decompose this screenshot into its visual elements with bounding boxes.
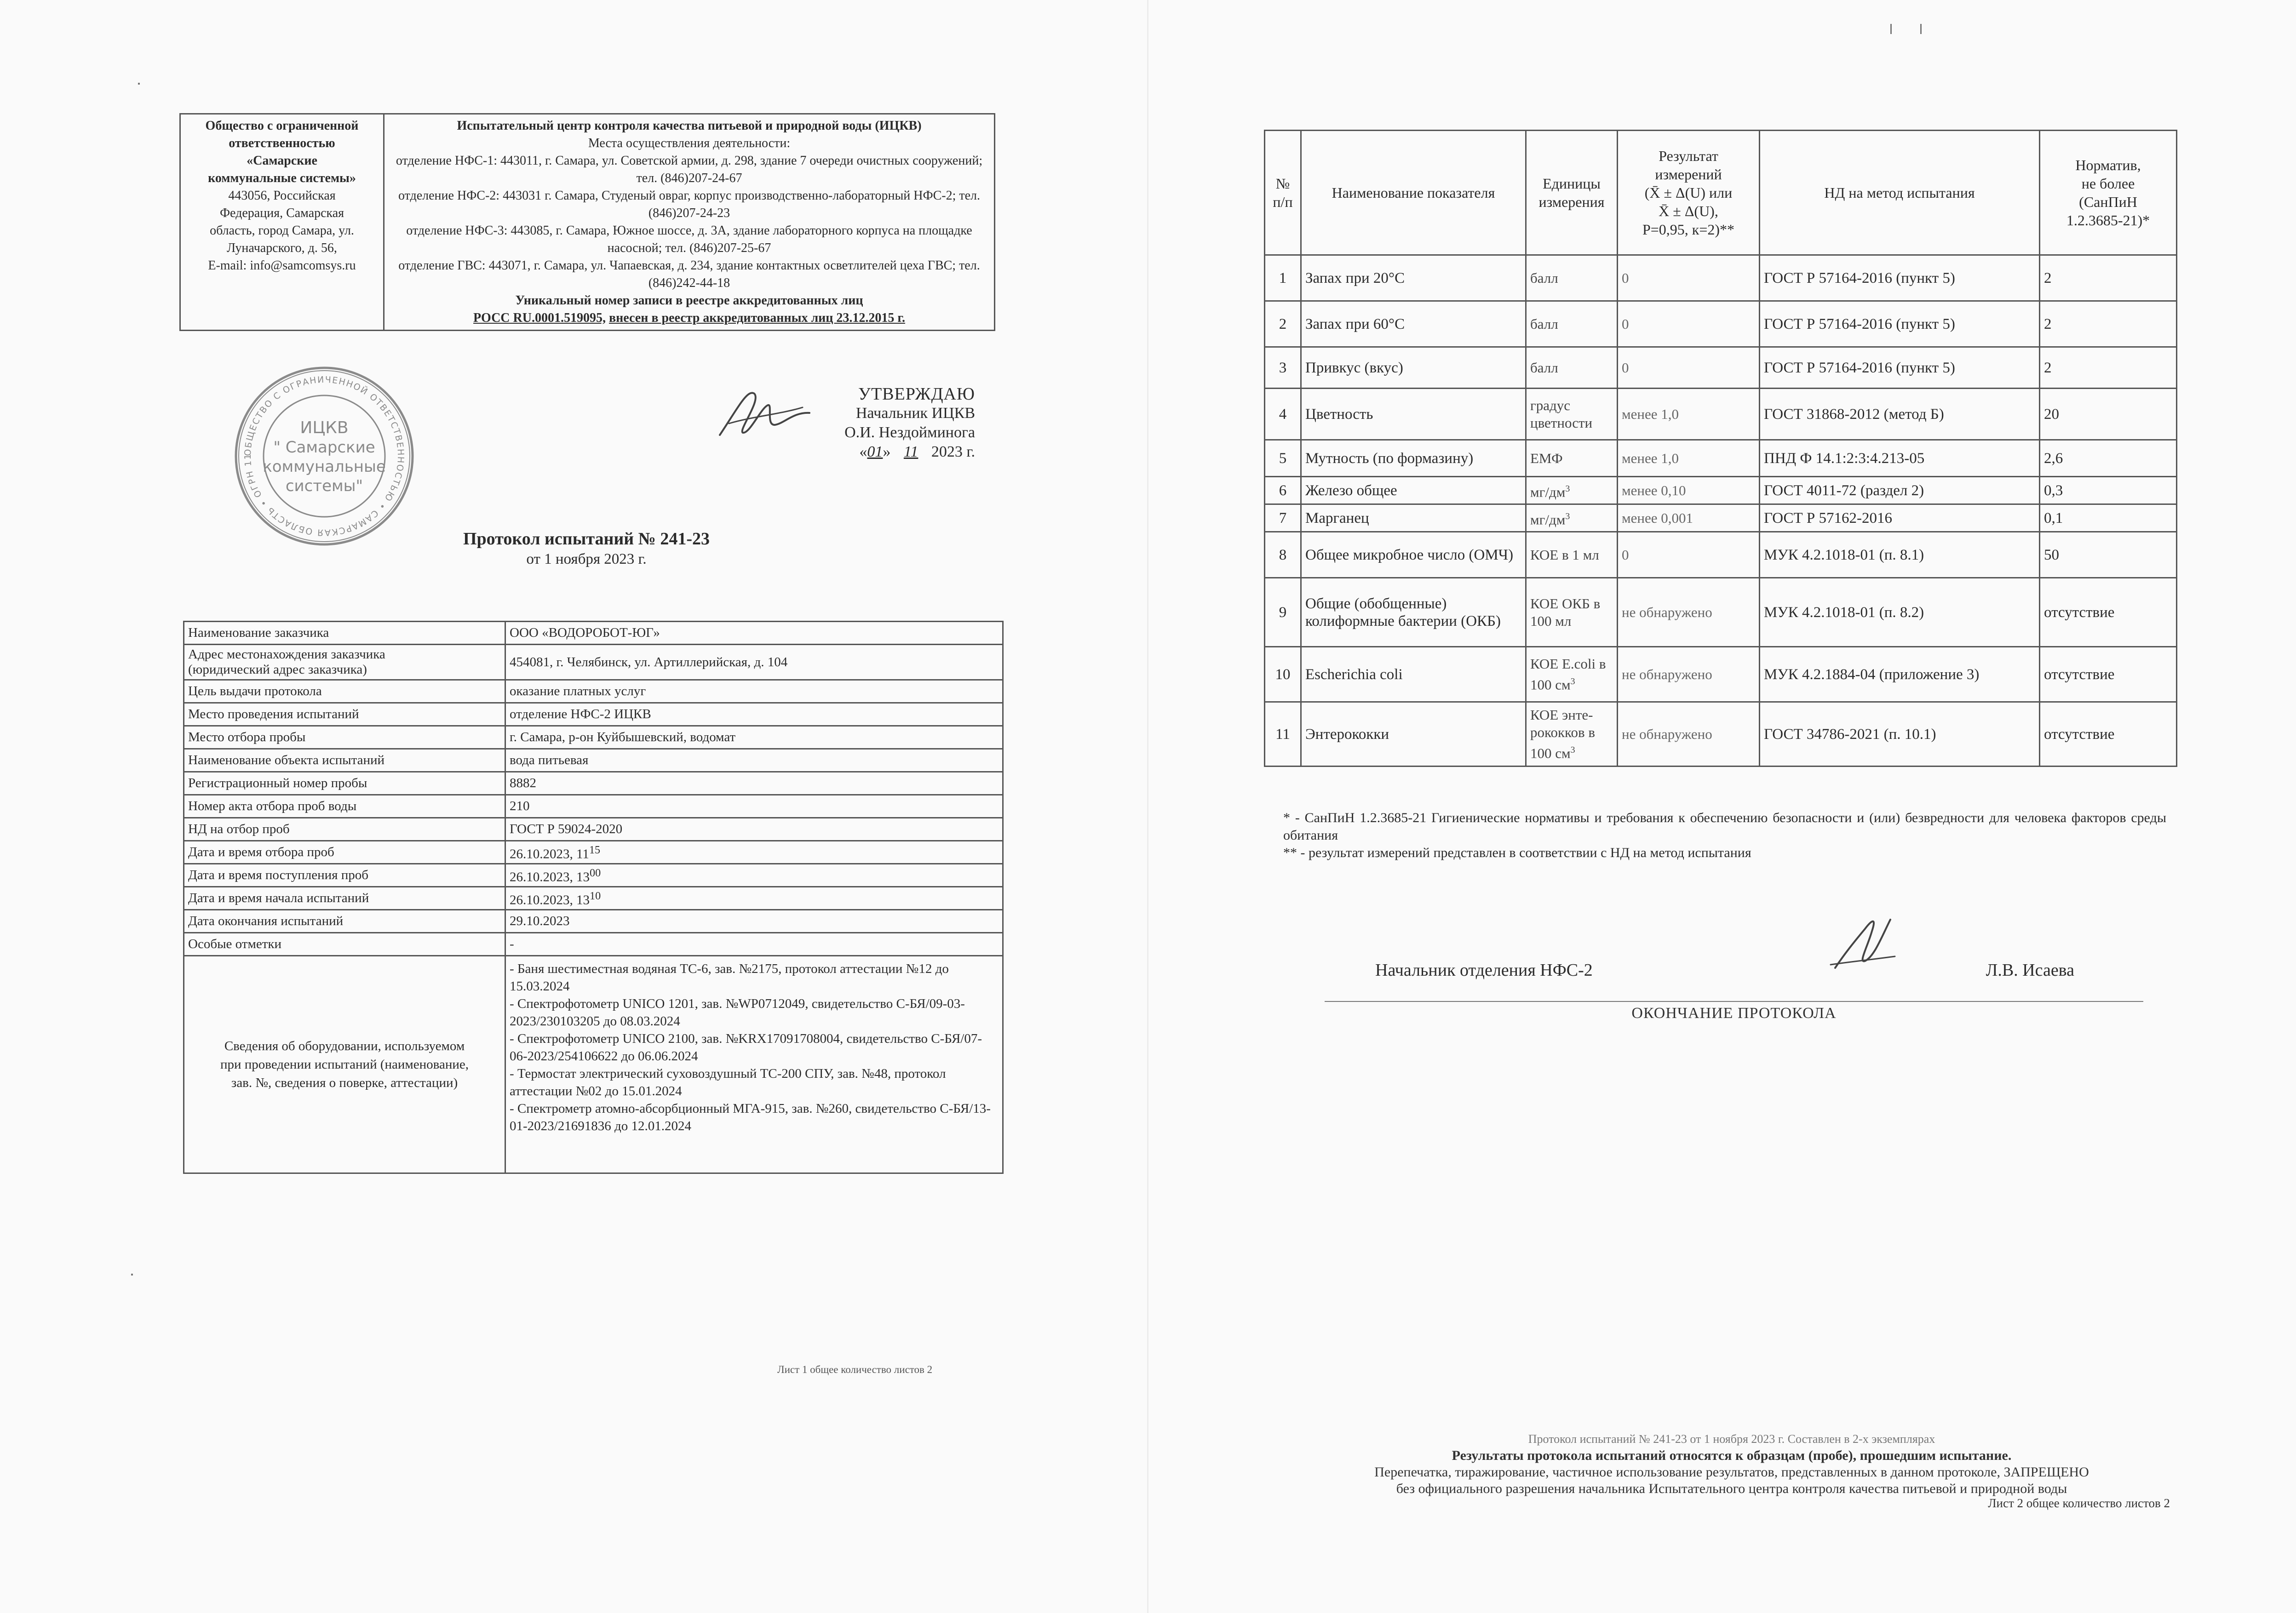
result-name-text: Цветность xyxy=(1305,406,1373,423)
result-value-text: 0 xyxy=(1622,359,1629,376)
result-unit-text: КОЕ энте-рококков в 100 см xyxy=(1530,706,1596,761)
col-num-header: № п/п xyxy=(1265,131,1301,255)
act-number-value: 210 xyxy=(505,795,1003,818)
result-name xyxy=(1301,532,1526,578)
result-method xyxy=(1760,504,2040,532)
results-table xyxy=(1264,130,2177,767)
test-center-cell xyxy=(384,114,995,331)
result-num xyxy=(1265,647,1301,702)
address-label-line: Адрес местонахождения заказчика xyxy=(188,647,385,662)
org-name-line: ответственностью xyxy=(229,136,335,150)
result-value-text: менее 0,001 xyxy=(1622,509,1693,526)
result-row xyxy=(1265,301,2177,347)
footnote-measurement: ** - результат измерений представлен в соответствии с НД на метод испытания xyxy=(1283,845,1751,860)
result-method-text: ГОСТ Р 57162-2016 xyxy=(1764,509,1893,526)
result-norm xyxy=(2040,389,2177,440)
result-method-text: ГОСТ Р 57164-2016 (пункт 5) xyxy=(1764,315,1955,332)
result-name xyxy=(1301,504,1526,532)
result-unit xyxy=(1526,702,1618,766)
info-label: Дата и время поступления проб xyxy=(184,864,505,887)
result-num-text: 9 xyxy=(1279,604,1287,621)
result-value-text: 0 xyxy=(1622,546,1629,563)
result-name xyxy=(1301,647,1526,702)
equipment-item: - Баня шестиместная водяная ТС-6, зав. №2175, протокол аттестации №12 до 15.03.2024 xyxy=(510,961,949,994)
place-nfs3: отделение НФС-3: 443085, г. Самара, Южное шоссе, д. 3А, здание лабораторного корпуса на площадке насосной; тел. (846)207-25-67 xyxy=(406,223,972,255)
result-name xyxy=(1301,477,1526,504)
result-value xyxy=(1618,504,1760,532)
result-unit-text: балл xyxy=(1530,315,1558,332)
signer-name: Л.В. Исаева xyxy=(1986,961,2074,980)
scan-speck xyxy=(1920,24,1922,34)
result-unit xyxy=(1526,301,1618,347)
result-norm xyxy=(2040,647,2177,702)
info-row xyxy=(184,680,1003,703)
sheet-number-1: Лист 1 общее количество листов 2 xyxy=(777,1364,933,1375)
result-method xyxy=(1760,440,2040,477)
result-value xyxy=(1618,301,1760,347)
result-name xyxy=(1301,301,1526,347)
customer-value: ООО «ВОДОРОБОТ-ЮГ» xyxy=(505,622,1003,645)
result-num-text: 11 xyxy=(1275,726,1290,743)
info-label: Особые отметки xyxy=(184,933,505,956)
scan-speck xyxy=(131,1274,133,1276)
result-value xyxy=(1618,255,1760,301)
info-row xyxy=(184,726,1003,749)
info-row xyxy=(184,622,1003,645)
result-norm-text: 2 xyxy=(2044,315,2052,332)
col-method-header: НД на метод испытания xyxy=(1760,131,2040,255)
info-label: Дата и время начала испытаний xyxy=(184,887,505,910)
approval-block xyxy=(819,384,975,462)
result-num xyxy=(1265,255,1301,301)
result-method xyxy=(1760,702,2040,766)
unit-superscript: 3 xyxy=(1570,744,1575,755)
start-datetime-value xyxy=(505,887,1003,910)
result-unit xyxy=(1526,647,1618,702)
result-header-line: P=0,95, к=2)** xyxy=(1642,221,1735,238)
result-value-text: 0 xyxy=(1622,315,1629,332)
result-unit xyxy=(1526,532,1618,578)
result-num xyxy=(1265,578,1301,647)
result-method-text: ГОСТ 34786-2021 (п. 10.1) xyxy=(1764,726,1936,743)
result-row xyxy=(1265,578,2177,647)
result-norm-text: 50 xyxy=(2044,546,2059,563)
col-result-header xyxy=(1618,131,1760,255)
result-unit-text: балл xyxy=(1530,359,1558,376)
approval-day: 01 xyxy=(867,443,883,460)
result-method xyxy=(1760,255,2040,301)
result-unit xyxy=(1526,504,1618,532)
stamp-line: системы" xyxy=(285,477,363,495)
result-num-text: 2 xyxy=(1279,315,1287,332)
info-label: Регистрационный номер пробы xyxy=(184,772,505,795)
result-num xyxy=(1265,301,1301,347)
result-value xyxy=(1618,347,1760,389)
info-row xyxy=(184,933,1003,956)
result-method-text: МУК 4.2.1018-01 (п. 8.2) xyxy=(1764,604,1924,621)
info-label: Место отбора пробы xyxy=(184,726,505,749)
result-unit xyxy=(1526,255,1618,301)
approval-position: Начальник ИЦКВ xyxy=(855,405,975,422)
address-label-line: (юридический адрес заказчика) xyxy=(188,662,367,677)
info-row xyxy=(184,956,1003,1173)
org-name-line: «Самарские xyxy=(247,154,317,168)
equipment-label-line: Сведения об оборудовании, используемом xyxy=(224,1039,465,1053)
info-row xyxy=(184,818,1003,841)
result-norm-text: отсутствие xyxy=(2044,604,2115,621)
protocol-title-block xyxy=(414,529,759,568)
norm-header-line: не более xyxy=(2081,175,2135,192)
result-value-text: менее 1,0 xyxy=(1622,450,1679,466)
result-unit-text: балл xyxy=(1530,269,1558,286)
result-value-text: не обнаружено xyxy=(1622,726,1712,742)
result-num-text: 1 xyxy=(1279,269,1287,286)
result-norm xyxy=(2040,578,2177,647)
result-name-text: Железо общее xyxy=(1305,482,1397,499)
col-unit-header: Единицы измерения xyxy=(1526,131,1618,255)
result-value xyxy=(1618,440,1760,477)
reg-number-value: 8882 xyxy=(505,772,1003,795)
scan-speck xyxy=(138,83,140,85)
result-num-text: 4 xyxy=(1279,406,1287,423)
org-address-line: 443056, Российская xyxy=(228,189,336,203)
result-name-text: Общие (обобщенные) колиформные бактерии (ОКБ) xyxy=(1305,595,1501,629)
minutes-sup: 15 xyxy=(589,844,601,857)
places-title: Места осуществления деятельности: xyxy=(588,136,791,150)
result-unit-text: КОЕ E.coli в 100 см xyxy=(1530,655,1606,693)
info-row xyxy=(184,703,1003,726)
result-unit xyxy=(1526,477,1618,504)
equipment-label-line: при проведении испытаний (наименование, xyxy=(220,1057,469,1072)
place-nfs1: отделение НФС-1: 443011, г. Самара, ул. Советской армии, д. 298, здание 7 очереди очистных сооружений; тел. (846)207-24-67 xyxy=(396,154,983,185)
result-norm-text: 2 xyxy=(2044,359,2052,376)
result-header-line: (X̄ ± Δ(U) или xyxy=(1644,184,1733,201)
result-row xyxy=(1265,440,2177,477)
info-label: Номер акта отбора проб воды xyxy=(184,795,505,818)
result-unit-text: мг/дм xyxy=(1530,511,1566,528)
protocol-title: Протокол испытаний № 241-23 xyxy=(463,529,710,549)
end-date-value: 29.10.2023 xyxy=(505,910,1003,933)
result-norm xyxy=(2040,301,2177,347)
stamp-ring-text: ОБЩЕСТВО С ОГРАНИЧЕННОЙ ОТВЕТСТВЕННОСТЬЮ • САМАРСКАЯ ОБЛАСТЬ • ОГРН 11 xyxy=(242,374,406,538)
sample-info-table xyxy=(183,621,1004,1174)
info-label: НД на отбор проб xyxy=(184,818,505,841)
result-method-text: ГОСТ 31868-2012 (метод Б) xyxy=(1764,406,1944,423)
result-name-text: Общее микробное число (ОМЧ) xyxy=(1305,546,1514,563)
result-name-text: Escherichia coli xyxy=(1305,666,1403,683)
org-email: E-mail: info@samcomsys.ru xyxy=(208,258,356,273)
footer xyxy=(1269,1431,2194,1497)
result-value xyxy=(1618,647,1760,702)
info-row xyxy=(184,864,1003,887)
result-row xyxy=(1265,347,2177,389)
result-row xyxy=(1265,255,2177,301)
result-value xyxy=(1618,578,1760,647)
result-value-text: менее 0,10 xyxy=(1622,482,1686,498)
stamp-line: " Самарские xyxy=(273,438,375,457)
result-num xyxy=(1265,347,1301,389)
result-norm xyxy=(2040,477,2177,504)
sampling-place-value: г. Самара, р-он Куйбышевский, водомат xyxy=(505,726,1003,749)
registry-line xyxy=(389,309,989,327)
result-header-line: измерений xyxy=(1655,166,1722,183)
result-method xyxy=(1760,578,2040,647)
result-unit-text: мг/дм xyxy=(1530,484,1566,500)
equipment-item: - Спектрометр атомно-абсорбционный МГА-915, зав. №260, свидетельство С-БЯ/13-01-2023/21691836 до 12.01.2024 xyxy=(510,1101,991,1133)
result-norm xyxy=(2040,347,2177,389)
sheet-number-2: Лист 2 общее количество листов 2 xyxy=(1988,1496,2170,1510)
result-method-text: МУК 4.2.1018-01 (п. 8.1) xyxy=(1764,546,1924,563)
result-name-text: Энтерококки xyxy=(1305,726,1389,743)
stamp-graphic xyxy=(232,364,416,548)
footer-line: Протокол испытаний № 241-23 от 1 ноября 2023 г. Составлен в 2-х экземплярах xyxy=(1528,1432,1935,1446)
result-norm xyxy=(2040,504,2177,532)
test-place-value: отделение НФС-2 ИЦКВ xyxy=(505,703,1003,726)
result-norm-text: 20 xyxy=(2044,406,2059,423)
receipt-datetime-value xyxy=(505,864,1003,887)
result-row xyxy=(1265,389,2177,440)
info-row xyxy=(184,887,1003,910)
result-name-text: Запах при 20°С xyxy=(1305,269,1405,286)
minutes-sup: 00 xyxy=(590,867,601,880)
approval-date-quote-close: » xyxy=(883,443,891,460)
result-unit-text: КОЕ в 1 мл xyxy=(1530,546,1599,563)
unit-superscript: 3 xyxy=(1565,511,1570,521)
result-method-text: ПНД Ф 14.1:2:3:4.213-05 xyxy=(1764,450,1925,467)
org-address-line: область, город Самара, ул. xyxy=(210,223,354,238)
equipment-item: - Термостат электрический суховоздушный ТС-200 СПУ, зав. №48, протокол аттестации №02 до 15.01.2024 xyxy=(510,1066,946,1098)
result-num-text: 3 xyxy=(1279,359,1287,376)
result-num-text: 6 xyxy=(1279,482,1287,499)
result-norm-text: 0,3 xyxy=(2044,482,2063,499)
approval-month: 11 xyxy=(903,443,918,460)
result-num-text: 10 xyxy=(1275,666,1291,683)
result-name-text: Марганец xyxy=(1305,509,1369,526)
result-row xyxy=(1265,532,2177,578)
equipment-item: - Спектрофотометр UNICO 2100, зав. №KRX17091708004, свидетельство С-БЯ/07-06-2023/254106622 до 06.06.2024 xyxy=(510,1031,982,1064)
footer-line: Перепечатка, тиражирование, частичное использование результатов, представленных в данном протоколе, ЗАПРЕЩЕНО xyxy=(1374,1464,2089,1480)
result-row xyxy=(1265,702,2177,766)
stamp-line: ИЦКВ xyxy=(300,418,349,437)
footnote-sanpin: * - СанПиН 1.2.3685-21 Гигиенические нормативы и требования к обеспечению безопасности и (или) безвредности для человека факторов среды обитания xyxy=(1283,810,2166,843)
director-signature xyxy=(711,380,816,449)
approval-date xyxy=(819,442,975,462)
result-method-text: ГОСТ Р 57164-2016 (пункт 5) xyxy=(1764,269,1955,286)
results-header-row xyxy=(1265,131,2177,255)
notes-value: - xyxy=(505,933,1003,956)
place-nfs2: отделение НФС-2: 443031 г. Самара, Студеный овраг, корпус производственно-лабораторный НФС-2; тел. (846)207-24-23 xyxy=(398,189,981,220)
info-label: Наименование заказчика xyxy=(184,622,505,645)
result-method xyxy=(1760,389,2040,440)
result-method xyxy=(1760,301,2040,347)
approval-year: 2023 г. xyxy=(931,443,975,460)
info-row xyxy=(184,645,1003,680)
footer-line: без официального разрешения начальника Испытательного центра контроля качества питьевой и природной воды xyxy=(1396,1481,2067,1496)
approval-title: УТВЕРЖДАЮ xyxy=(858,384,975,404)
registry-title: Уникальный номер записи в реестре аккредитованных лиц xyxy=(515,293,863,308)
org-name-line: Общество с ограниченной xyxy=(205,119,359,133)
result-value xyxy=(1618,702,1760,766)
approval-date-quote-open: « xyxy=(859,443,867,460)
signers-block xyxy=(1375,956,2074,993)
result-unit xyxy=(1526,440,1618,477)
org-address-line: Луначарского, д. 56, xyxy=(227,241,337,255)
place-gvs: отделение ГВС: 443071, г. Самара, ул. Чапаевская, д. 234, здание контактных осветлителей цеха ГВС; тел. (846)242-44-18 xyxy=(398,258,980,290)
result-num xyxy=(1265,532,1301,578)
result-num xyxy=(1265,504,1301,532)
scan-speck xyxy=(1890,24,1892,34)
result-method xyxy=(1760,347,2040,389)
org-name-line: коммунальные системы» xyxy=(208,171,356,185)
info-row xyxy=(184,795,1003,818)
organization-cell xyxy=(180,114,384,331)
result-unit-text: градус цветности xyxy=(1530,397,1593,431)
result-value-text: не обнаружено xyxy=(1622,666,1712,682)
result-name xyxy=(1301,440,1526,477)
info-label: Цель выдачи протокола xyxy=(184,680,505,703)
result-num xyxy=(1265,440,1301,477)
result-name-text: Запах при 60°С xyxy=(1305,315,1405,332)
result-norm-text: отсутствие xyxy=(2044,726,2115,743)
result-norm-text: отсутствие xyxy=(2044,666,2115,683)
stamp-line: коммунальные xyxy=(263,458,386,476)
info-label xyxy=(184,645,505,680)
nd-value: ГОСТ Р 59024-2020 xyxy=(505,818,1003,841)
footer-line: Результаты протокола испытаний относятся к образцам (пробе), прошедшим испытание. xyxy=(1452,1448,2012,1463)
approval-name: О.И. Нездойминога xyxy=(844,424,975,441)
equipment-item: - Спектрофотометр UNICO 1201, зав. №WP0712049, свидетельство С-БЯ/09-03-2023/230103205 до 08.03.2024 xyxy=(510,996,965,1029)
result-norm-text: 2,6 xyxy=(2044,450,2063,467)
equipment-label-line: зав. №, сведения о поверке, аттестации) xyxy=(231,1075,458,1090)
result-norm xyxy=(2040,440,2177,477)
result-method-text: ГОСТ 4011-72 (раздел 2) xyxy=(1764,482,1924,499)
signature-underline xyxy=(1325,1001,2143,1002)
result-norm xyxy=(2040,255,2177,301)
result-norm xyxy=(2040,532,2177,578)
result-name xyxy=(1301,578,1526,647)
result-norm-text: 0,1 xyxy=(2044,509,2063,526)
result-unit xyxy=(1526,578,1618,647)
object-value: вода питьевая xyxy=(505,749,1003,772)
result-method-text: МУК 4.2.1884-04 (приложение 3) xyxy=(1764,666,1980,683)
info-row xyxy=(184,749,1003,772)
norm-header-line: Норматив, xyxy=(2075,157,2141,173)
norm-header-line: 1.2.3685-21)* xyxy=(2066,212,2150,229)
datetime-text: 26.10.2023, 13 xyxy=(510,892,590,908)
protocol-date: от 1 ноября 2023 г. xyxy=(526,551,647,567)
unit-superscript: 3 xyxy=(1570,676,1575,686)
result-num xyxy=(1265,389,1301,440)
results-body xyxy=(1265,255,2177,766)
purpose-value: оказание платных услуг xyxy=(505,680,1003,703)
equipment-label xyxy=(184,956,505,1173)
organization-stamp xyxy=(232,364,416,548)
result-name xyxy=(1301,389,1526,440)
result-norm xyxy=(2040,702,2177,766)
signer-position: Начальник отделения НФС-2 xyxy=(1375,961,1593,980)
result-norm-text: 2 xyxy=(2044,269,2052,286)
equipment-list xyxy=(505,956,1003,1173)
result-name-text: Мутность (по формазину) xyxy=(1305,450,1474,467)
result-header-line: X̄ ± Δ(U), xyxy=(1659,203,1718,219)
result-row xyxy=(1265,647,2177,702)
test-center-title: Испытательный центр контроля качества питьевой и природной воды (ИЦКВ) xyxy=(457,119,922,133)
result-num xyxy=(1265,477,1301,504)
result-value xyxy=(1618,532,1760,578)
footnotes xyxy=(1283,809,2166,862)
datetime-text: 26.10.2023, 11 xyxy=(510,847,589,862)
result-row xyxy=(1265,504,2177,532)
result-name xyxy=(1301,347,1526,389)
unit-superscript: 3 xyxy=(1565,483,1570,494)
result-value-text: не обнаружено xyxy=(1622,604,1712,620)
col-name-header: Наименование показателя xyxy=(1301,131,1526,255)
result-num-text: 8 xyxy=(1279,546,1287,563)
result-value xyxy=(1618,389,1760,440)
result-name xyxy=(1301,702,1526,766)
result-num xyxy=(1265,702,1301,766)
result-method xyxy=(1760,647,2040,702)
sampling-datetime-value xyxy=(505,841,1003,864)
result-name xyxy=(1301,255,1526,301)
result-method xyxy=(1760,477,2040,504)
info-label: Наименование объекта испытаний xyxy=(184,749,505,772)
org-address-line: Федерация, Самарская xyxy=(219,206,344,220)
minutes-sup: 10 xyxy=(590,890,601,903)
col-norm-header xyxy=(2040,131,2177,255)
result-value-text: менее 1,0 xyxy=(1622,406,1679,422)
result-value xyxy=(1618,477,1760,504)
header-table xyxy=(179,113,995,331)
info-row xyxy=(184,910,1003,933)
result-method-text: ГОСТ Р 57164-2016 (пункт 5) xyxy=(1764,359,1955,376)
info-label: Дата и время отбора проб xyxy=(184,841,505,864)
info-row xyxy=(184,841,1003,864)
registry-number: РОСС RU.0001.519095, xyxy=(473,311,606,325)
result-row xyxy=(1265,477,2177,504)
info-row xyxy=(184,772,1003,795)
result-num-text: 7 xyxy=(1279,509,1287,526)
norm-header-line: (СанПиН xyxy=(2079,194,2137,210)
result-header-line: Результат xyxy=(1659,148,1718,164)
address-value: 454081, г. Челябинск, ул. Артиллерийская, д. 104 xyxy=(505,645,1003,680)
result-method xyxy=(1760,532,2040,578)
result-unit xyxy=(1526,347,1618,389)
info-label: Место проведения испытаний xyxy=(184,703,505,726)
protocol-end: ОКОНЧАНИЕ ПРОТОКОЛА xyxy=(1631,1005,1837,1022)
info-label: Дата окончания испытаний xyxy=(184,910,505,933)
result-name-text: Привкус (вкус) xyxy=(1305,359,1403,376)
result-value-text: 0 xyxy=(1622,269,1629,286)
result-num-text: 5 xyxy=(1279,450,1287,467)
result-unit-text: КОЕ ОКБ в 100 мл xyxy=(1530,595,1601,629)
registry-date: внесен в реестр аккредитованных лиц 23.12.2015 г. xyxy=(608,311,905,325)
result-unit-text: ЕМФ xyxy=(1530,450,1563,466)
result-unit xyxy=(1526,389,1618,440)
datetime-text: 26.10.2023, 13 xyxy=(510,869,590,885)
